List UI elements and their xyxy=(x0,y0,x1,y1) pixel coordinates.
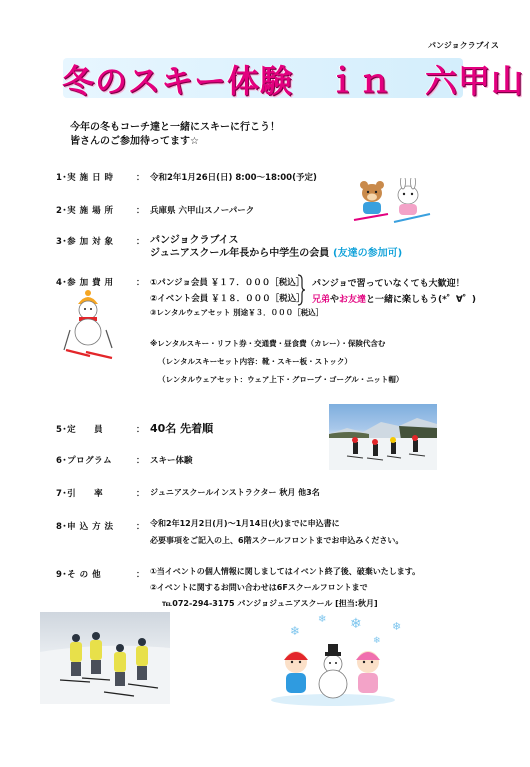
intro-line-2: 皆さんのご参加待ってます☆ xyxy=(70,136,199,147)
section-fee-label: 4･参 加 費 用 xyxy=(56,278,114,288)
section-apply-line-2: 必要事項をご記入の上、6階スクールフロントまでお申込みください。 xyxy=(150,536,404,545)
section-other-line-3: ℡072-294-3175 パンジョジュニアスクール [担当:秋月] xyxy=(162,599,378,608)
section-other-line-1: ①当イベントの個人情報に関しましてはイベント終了後、破棄いたします。 xyxy=(150,567,421,576)
fee-ski-set: （レンタルスキーセット内容：靴・スキー板・ストック） xyxy=(158,357,352,366)
section-capacity-colon: ： xyxy=(136,425,145,435)
snowflake-icon: ❄ xyxy=(350,616,362,632)
section-target-label: 3･参 加 対 象 xyxy=(56,237,114,247)
section-program-value: スキー体験 xyxy=(150,456,193,466)
ski-kids-photo-2 xyxy=(40,612,170,704)
fee-note-ya: や xyxy=(330,295,340,305)
fee-note-rest: と一緒に楽しもう(*゜∀゜) xyxy=(366,295,476,305)
brand-label: パンジョクラブイス xyxy=(428,41,499,50)
section-other-colon: ： xyxy=(136,570,145,580)
section-fee-colon: ： xyxy=(136,278,145,288)
section-capacity-value: 40名 先着順 xyxy=(150,422,214,435)
intro-line-1: 今年の冬もコーチ達と一緒にスキーに行こう！ xyxy=(70,122,280,133)
fee-includes: ※レンタルスキー・リフト券・交通費・昼食費（カレー）・保険代含む xyxy=(150,339,386,348)
page-title: 冬のスキー体験 ｉｎ 六甲山 xyxy=(62,62,525,100)
fee-note-siblings: 兄弟 xyxy=(312,295,331,305)
fee-item-2: ②イベント会員 ￥１８．０００［税込］ xyxy=(150,294,305,304)
section-target-value-1: パンジョクラブイス xyxy=(150,235,239,246)
section-leader-colon: ： xyxy=(136,489,145,499)
section-capacity-label: 5･定 員 xyxy=(56,425,104,435)
section-apply-label: 8･申 込 方 法 xyxy=(56,522,114,532)
ski-kids-photo-1 xyxy=(329,404,437,470)
section-leader-label: 7･引 率 xyxy=(56,489,104,499)
fee-wear-set: （レンタルウェアセット：ウェア上下・グローブ・ゴーグル・ニット帽） xyxy=(158,375,404,384)
section-apply-colon: ： xyxy=(136,522,145,532)
section-place-colon: ： xyxy=(136,206,145,216)
section-date-label: 1･実 施 日 時 xyxy=(56,173,114,183)
section-program-colon: ： xyxy=(136,456,145,466)
section-other-label: 9･そ の 他 xyxy=(56,570,102,580)
section-place-value: 兵庫県 六甲山スノーパーク xyxy=(150,206,255,216)
section-target-friend-note: (友達の参加可) xyxy=(333,248,403,259)
section-target-value-2: ジュニアスクール年長から中学生の会員 xyxy=(150,248,330,259)
fee-item-1: ①パンジョ会員 ￥１７．０００［税込］ xyxy=(150,278,305,288)
bear-and-rabbit-skiing-illustration xyxy=(352,178,432,226)
fee-note-line-1: パンジョで習っていなくても大歓迎！ xyxy=(312,279,465,289)
fee-note-friends: お友達 xyxy=(339,295,367,305)
snowflake-icon: ❄ xyxy=(373,636,381,646)
snowman-skier-illustration xyxy=(60,290,116,360)
section-leader-value: ジュニアスクールインストラクター 秋月 他3名 xyxy=(150,488,320,497)
snowflake-icon: ❄ xyxy=(392,620,402,633)
section-date-colon: ： xyxy=(136,173,145,183)
snowflake-icon: ❄ xyxy=(318,614,327,625)
section-other-line-2: ②イベントに関するお問い合わせは6Fスクールフロントまで xyxy=(150,583,368,592)
section-program-label: 6･プログラム xyxy=(56,456,113,466)
section-place-label: 2･実 施 場 所 xyxy=(56,206,114,216)
kids-with-snowman-illustration xyxy=(268,636,398,706)
section-target-colon: ： xyxy=(136,237,145,247)
section-date-value: 令和2年1月26日(日) 8:00～18:00(予定) xyxy=(150,173,317,183)
snowflake-icon: ❄ xyxy=(290,624,301,638)
fee-note-line-2 xyxy=(312,292,476,305)
fee-item-3: ③レンタルウェアセット 別途￥３．０００［税込］ xyxy=(150,308,324,317)
fee-brace xyxy=(296,274,306,306)
section-apply-line-1: 令和2年12月2日(月)～1月14日(火)までに申込書に xyxy=(150,519,340,528)
